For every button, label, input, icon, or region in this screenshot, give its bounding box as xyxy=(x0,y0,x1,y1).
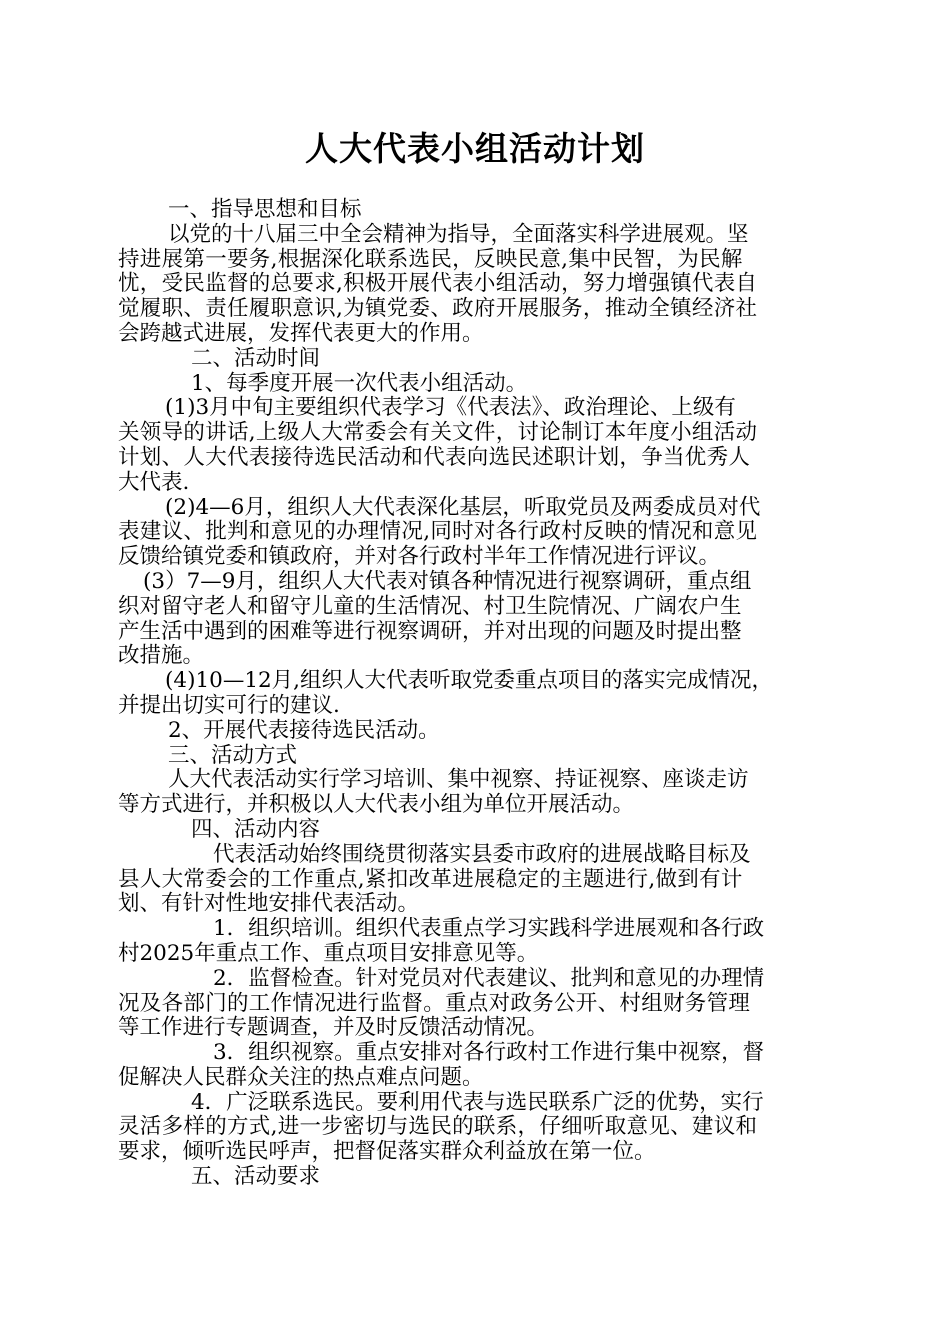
paragraph-line: 关领导的讲话,上级人大常委会有关文件，讨论制订本年度小组活动 xyxy=(118,420,758,446)
section-heading-3: 三、活动方式 xyxy=(168,742,298,768)
paragraph-line: 大代表. xyxy=(118,469,190,495)
paragraph-line: 计划、人大代表接待选民活动和代表向选民述职计划，争当优秀人 xyxy=(118,444,751,470)
paragraph-line: 况及各部门的工作情况进行监督。重点对政务公开、村组财务管理 xyxy=(118,990,751,1016)
section-heading-2: 二、活动时间 xyxy=(191,345,321,371)
paragraph-line: 觉履职、责任履职意识,为镇党委、政府开展服务，推动全镇经济社 xyxy=(118,296,758,322)
list-item: 2．监督检查。针对党员对代表建议、批判和意见的办理情 xyxy=(213,965,765,991)
paragraph-line: (2)4—6月，组织人大代表深化基层，听取党员及两委成员对代 xyxy=(165,494,761,520)
section-heading-5: 五、活动要求 xyxy=(191,1164,321,1190)
section-heading-1: 一、指导思想和目标 xyxy=(168,197,362,222)
list-item: 2、开展代表接待选民活动。 xyxy=(168,717,440,743)
paragraph-line: 并提出切实可行的建议. xyxy=(118,692,340,718)
paragraph-line: 人大代表活动实行学习培训、集中视察、持证视察、座谈走访 xyxy=(168,767,749,793)
list-item: 1．组织培训。组织代表重点学习实践科学进展观和各行政 xyxy=(213,916,765,942)
paragraph-line: 县人大常委会的工作重点,紧扣改革进展稳定的主题进行,做到有计 xyxy=(118,866,743,892)
paragraph-line: 村2025年重点工作、重点项目安排意见等。 xyxy=(118,940,539,966)
paragraph-line: 促解决人民群众关注的热点难点问题。 xyxy=(118,1064,484,1090)
section-heading-4: 四、活动内容 xyxy=(191,816,321,842)
paragraph-line: 持进展第一要务,根据深化联系选民，反映民意,集中民智，为民解 xyxy=(118,246,743,272)
paragraph-line: (1)3月中旬主要组织代表学习《代表法》、政治理论、上级有 xyxy=(165,395,736,421)
paragraph-line: 划、有针对性地安排代表活动。 xyxy=(118,891,420,917)
paragraph-line: 忧，受民监督的总要求,积极开展代表小组活动，努力增强镇代表自 xyxy=(118,271,758,297)
paragraph-line: 以党的十八届三中全会精神为指导，全面落实科学进展观。坚 xyxy=(168,221,749,247)
paragraph-line: 要求，倾听选民呼声，把督促落实群众利益放在第一位。 xyxy=(118,1139,656,1165)
paragraph-line: (4)10—12月,组织人大代表听取党委重点项目的落实完成情况， xyxy=(165,668,774,694)
list-item: 4．广泛联系选民。要利用代表与选民联系广泛的优势，实行 xyxy=(191,1089,764,1115)
paragraph-line: 会跨越式进展，发挥代表更大的作用。 xyxy=(118,320,484,346)
paragraph-line: 改措施。 xyxy=(118,643,205,669)
paragraph-line: 灵活多样的方式,进一步密切与选民的联系，仔细听取意见、建议和 xyxy=(118,1114,758,1140)
paragraph-line: (3）7—9月，组织人大代表对镇各种情况进行视察调研，重点组 xyxy=(143,568,752,594)
paragraph-line: 等工作进行专题调查，并及时反馈活动情况。 xyxy=(118,1015,549,1041)
paragraph-line: 织对留守老人和留守儿童的生活情况、村卫生院情况、广阔农户生 xyxy=(118,593,742,619)
paragraph-line: 代表活动始终围绕贯彻落实县委市政府的进展战略目标及 xyxy=(213,841,751,867)
paragraph-line: 反馈给镇党委和镇政府，并对各行政村半年工作情况进行评议。 xyxy=(118,544,721,570)
paragraph-line: 表建议、批判和意见的办理情况,同时对各行政村反映的情况和意见 xyxy=(118,519,758,545)
list-item: 3．组织视察。重点安排对各行政村工作进行集中视察，督 xyxy=(213,1040,765,1066)
paragraph-line: 等方式进行，并积极以人大代表小组为单位开展活动。 xyxy=(118,792,635,818)
document-title: 人大代表小组活动计划 xyxy=(305,129,645,168)
paragraph-line: 产生活中遇到的困难等进行视察调研，并对出现的问题及时提出整 xyxy=(118,618,742,644)
list-item: 1、每季度开展一次代表小组活动。 xyxy=(191,370,528,396)
document-body xyxy=(118,198,833,1190)
